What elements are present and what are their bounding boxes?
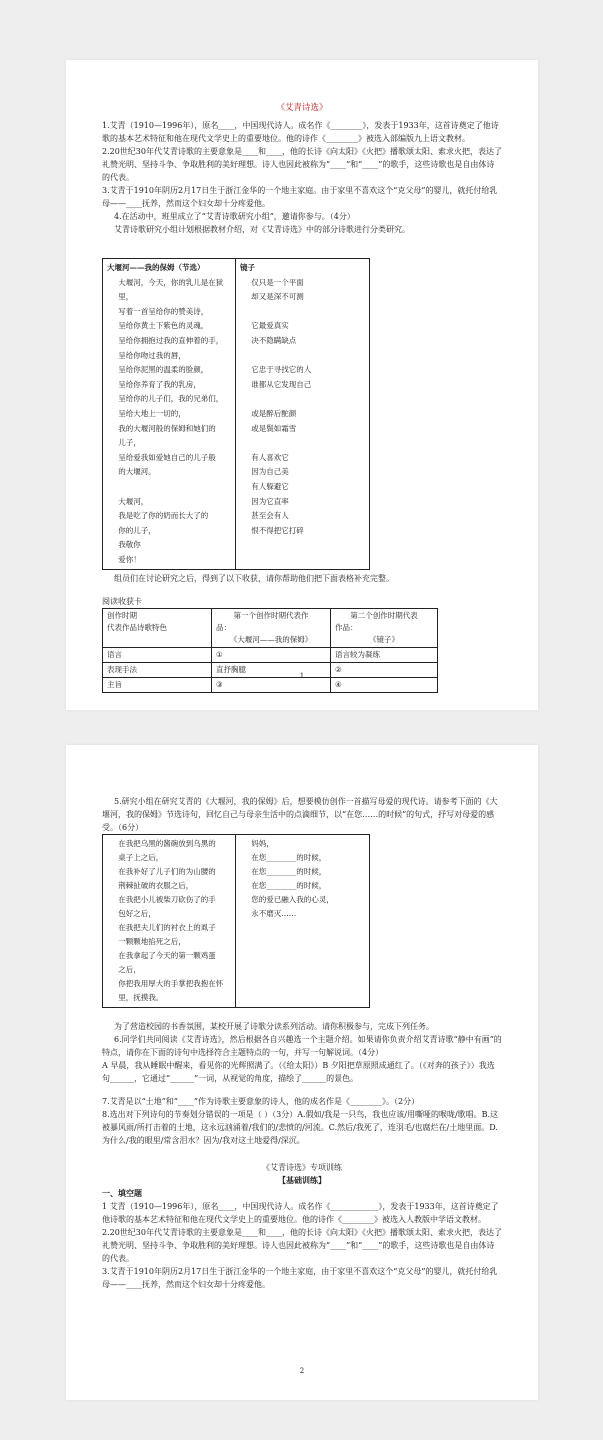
row-cell: ④ <box>331 678 438 693</box>
row-cell: 直抒胸臆 <box>212 663 331 678</box>
poem-line: 却又是深不可测 <box>251 292 304 302</box>
poem-line <box>240 305 365 320</box>
poem-line: 写着一首呈给你的赞美诗， <box>118 306 209 316</box>
poem-line: 在我补好了儿子们的为山腰的 <box>118 867 216 876</box>
poem-line: 在您________的时候， <box>251 867 327 876</box>
poem-line: 它最爱真实 <box>251 321 289 331</box>
poem-line: 爱你！ <box>118 554 141 564</box>
poem-line: 在我把夫儿们的衬衣上的虱子 <box>118 923 216 932</box>
poem-line: 你把我用厚大的手掌把我抱在怀 <box>118 979 224 988</box>
poem-line: 有人喜欢它 <box>251 452 289 462</box>
header-cell-first-period: 第一个创作时期代表作 品： 《大堰河——我的保姆》 <box>212 609 331 648</box>
poem-line: 或是鬓如霜雪 <box>251 423 297 433</box>
poem-left-lines <box>107 276 231 568</box>
table-caption: 阅读收获卡 <box>102 597 142 607</box>
row-cell: 语言较为凝练 <box>331 648 438 663</box>
header-cell-period: 创作时期 代表作品诗歌特色 <box>103 609 212 648</box>
poem-line: 我是吃了你的奶而长大了的 <box>118 511 209 521</box>
poem-line: 你的儿子， <box>118 525 156 535</box>
question-7: 7.艾青是以“土地”和“____”作为诗歌主要意象的诗人，他的成名作是《________》。（2分） <box>102 1097 420 1106</box>
poem-line <box>240 436 365 451</box>
poem-line: 的大堰河。 <box>118 467 156 477</box>
poem-line: 决不隐瞒缺点 <box>251 335 297 345</box>
imitation-poem-cell <box>236 835 370 1008</box>
poem-line: 呈给你拥抱过我的直伸着的手， <box>118 335 224 345</box>
poem-line: 呈给你泥黑的温柔的脸颜， <box>118 365 209 375</box>
poem-line <box>240 392 365 407</box>
section-subtitle: 【基础训练】 <box>278 1175 326 1185</box>
poem-left-cell <box>103 259 236 570</box>
poem-line: 呈给你吻过我的唇， <box>118 350 186 360</box>
poem-line: 之后， <box>118 965 141 974</box>
document-page-2 <box>66 745 538 1400</box>
imitation-poem-table <box>102 834 370 1008</box>
table-header-row <box>103 609 438 648</box>
poem-line: 荆棘扯破的衣服之后， <box>118 881 194 890</box>
row-label: 语言 <box>103 648 212 663</box>
poem-line: 仅只是一个平面 <box>251 277 304 287</box>
imitation-poem-lines <box>240 837 365 921</box>
poem-line: 我的大堰河般的保姆和她们的 <box>118 423 216 433</box>
poem-line: 里，抚摸我。 <box>118 993 164 1002</box>
fill-question-2: 2.20世纪30年代艾青诗歌的主要意象是____和____，他的长诗《向太阳》《火把》播歌颂太阳、索求火把，表达了礼赞光明、坚持斗争、争取胜利的美好理想。诗人也因此被称为“____”和“____”的歌手，这些诗歌也是自由体诗的代表。 <box>102 1228 502 1263</box>
poem-right-cell <box>236 259 370 570</box>
question-6-options: A 早晨，我从睡眠中醒来，看见你的光辉照满了。（《给太阳》）B 夕阳把草原照成通红了。（《对奔的孩子》）我选句______，它通过“______”一词，从视觉的角度，描绘了______的景色。 <box>102 1061 495 1083</box>
poem-line: 谁都从它发现自己 <box>251 379 312 389</box>
poem-right-title: 镜子 <box>240 263 255 272</box>
poem-left-title: 大堰河——我的保姆（节选） <box>107 263 205 272</box>
fill-question-1: 1 艾青（1910—1996年），原名____，中国现代诗人。成名作《____________》，发表于1933年，这首诗奠定了他诗歌的基本艺术特征和他在现代文学史上的重要地位。他的诗作《________》被选入人教版中学语文教材。 <box>102 1202 499 1224</box>
question-5: 5.研究小组在研究艾青的《大堰河，我的保姆》后，想要模仿创作一首描写母爱的现代诗。请参考下面的《大堰河，我的保姆》节选诗句，回忆自己与母亲生活中的点滴细节，以“在您……的时候”的句式，抒写对母爱的感受。（6分） <box>102 797 498 832</box>
discussion-note: 组员们在讨论研究之后，得到了以下收获，请你帮助他们把下面表格补充完整。 <box>114 574 394 584</box>
poem-line: 或是醉后酡颜 <box>251 408 297 418</box>
poem-line: 呈给大地上一切的， <box>118 408 186 418</box>
document-page-1 <box>66 60 538 710</box>
poem-line: 一颗颗地掐死之后， <box>118 937 186 946</box>
poem-line: 甚至会有人 <box>251 511 289 521</box>
question-4: 4.在活动中，班里成立了“艾青诗歌研究小组”，邀请你参与。（4分） <box>114 212 355 221</box>
poem-line: 呈给你的儿子们，我的兄弟们， <box>118 394 224 404</box>
poem-line: 您的爱已融入我的心灵， <box>251 895 334 904</box>
poem-line: 大堰河，今天，你的乳儿是在狱 <box>118 277 224 287</box>
poem-right-lines <box>240 276 365 539</box>
poem-line: 永不磨灭…… <box>251 909 297 918</box>
page-number: 2 <box>299 1367 305 1375</box>
poem-line: 呈给你黄土下紫色的灵魂， <box>118 321 209 331</box>
poem-line: 有人躲避它 <box>251 481 289 491</box>
poem-line: 在我拿起了今天的第一颗鸡蛋 <box>118 951 216 960</box>
poem-line <box>107 480 231 495</box>
activity-intro: 为了营造校园的书香氛围，某校开展了诗歌分读系列活动。请你积极参与，完成下列任务。 <box>114 1022 434 1031</box>
poem-line: 我敬你 <box>118 540 141 550</box>
part-title: 一、填空题 <box>102 1188 142 1198</box>
row-cell: ② <box>331 663 438 678</box>
poem-line: 在我把乌黑的酱碗放到乌黑的 <box>118 839 216 848</box>
poem-line: 呈给爱我如爱她自己的儿子般 <box>118 452 216 462</box>
row-label: 主旨 <box>103 678 212 693</box>
question-3: 3.艾青于1910年阴历2月17日生于浙江金华的一个地主家庭。由于家里不喜欢这个“克父母”的婴儿，就托付给乳母——____抚养，然而这个妇女却十分疼爱他。 <box>102 186 498 208</box>
question-2: 2.20世纪30年代艾青诗歌的主要意象是____和____，他的长诗《向太阳》《火把》播歌颂太阳、索求火把，表达了礼赞光明、坚持斗争、争取胜利的美好理想。诗人也因此被称为“____”和“____”的歌手，这些诗歌也是自由体诗的代表。 <box>102 147 502 182</box>
row-cell: ③ <box>212 678 331 693</box>
poem-line: 它忠于寻找它的人 <box>251 365 312 375</box>
poem-line: 里， <box>118 292 134 302</box>
poem-line: 呈给你养育了我的乳房， <box>118 379 201 389</box>
fill-question-3: 3.艾青于1910年阴历2月17日生于浙江金华的一个地主家庭，由于家里不喜欢这个“克父母”的婴儿，就托付给乳母——____抚养，然而这个妇女却十分疼爱他。 <box>102 1267 498 1289</box>
poem-line <box>240 349 365 364</box>
poem-line: 因为自己美 <box>251 467 289 477</box>
question-8: 8.选出对下列诗句的节奏划分错误的一项是（ ）（3分）A.假如/我是一只鸟，我也应该/用嘶哑的喉咙/歌唱。B.这被暴风雨/所打击着的土地，这永远汹涌着/我们的/悲愤的/河流。C.然后/我死了，连羽毛/也腐烂在/土地里面。D.为什么/我的眼里/常含泪水？因为/我对这土地爱得/深沉。 <box>102 1110 499 1145</box>
poem-line: 大堰河， <box>118 496 149 506</box>
poem-comparison-table <box>102 258 370 570</box>
poem-line: 因为它直率 <box>251 496 289 506</box>
row-cell: ① <box>212 648 331 663</box>
section-title: 《艾青诗选》专项训练 <box>262 1163 342 1172</box>
question-4-sub: 艾青诗歌研究小组计划根据教材介绍，对《艾青诗选》中的部分诗歌进行分类研究。 <box>114 225 410 234</box>
poem-line: 在您________的时候， <box>251 881 327 890</box>
poem-line: 儿子， <box>118 438 141 448</box>
header-cell-second-period: 第二个创作时期代表 作品： 《镜子》 <box>331 609 438 648</box>
row-label: 表现手法 <box>103 663 212 678</box>
poem-line: 在我把小儿被柴刀砍伤了的手 <box>118 895 216 904</box>
question-6: 6.同学们共同阅读《艾青诗选》，然后根据各自兴趣选一个主题介绍。如果请你负责介绍艾青诗歌“静中有画”的特点，请你在下面的诗句中选择符合主题特点的一句，并写一句解说词。（4分） <box>102 1035 502 1057</box>
table-row <box>103 648 438 663</box>
poem-line: 包好之后， <box>118 909 156 918</box>
poem-line: 在您________的时候， <box>251 853 327 862</box>
poem-line: 恨不得把它打碎 <box>251 525 304 535</box>
page-title: 《艾青诗选》 <box>276 103 328 113</box>
question-1: 1.艾青（1910—1996年），原名____，中国现代诗人。成名作《________》，发表于1933年，这首诗奠定了他诗歌的基本艺术特征和他在现代文学史上的重要地位。他的诗作《________》被选入部编版九上语文教材。 <box>102 121 499 143</box>
original-poem-lines <box>107 837 231 1005</box>
poem-line: 妈妈， <box>251 839 274 848</box>
page-number: 1 <box>299 672 305 680</box>
poem-line: 桌子上之后， <box>118 853 164 862</box>
original-poem-cell <box>103 835 236 1008</box>
